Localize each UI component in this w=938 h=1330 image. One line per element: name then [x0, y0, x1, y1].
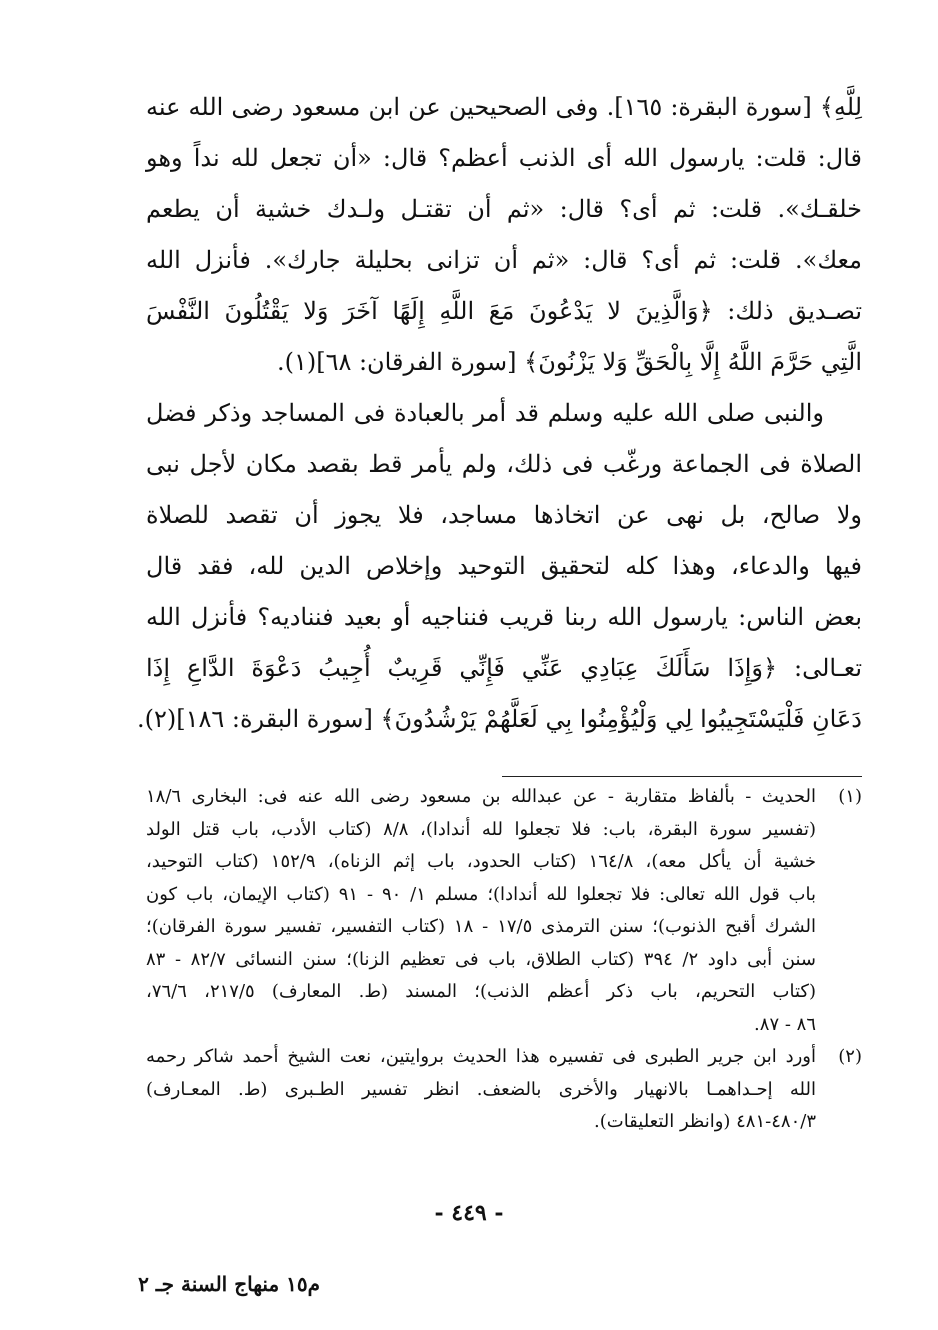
footnote-line: سنن أبى داود ٢/ ٣٩٤ (كتاب الطلاق، باب فى تعظيم الزنا)؛ سنن النسائى ٨٢/٧ - ٨٣ [146, 948, 816, 970]
body-line: قال: قلت: يارسول الله أى الذنب أعظم؟ قال: «أن تجعل لله نداً وهو [146, 144, 862, 172]
printer-signature: م١٥ منهاج السنة جـ ٢ [138, 1272, 320, 1296]
body-line: الَّتِي حَرَّمَ اللَّهُ إِلَّا بِالْحَقِّ وَلا يَزْنُونَ﴾ [سورة الفرقان: ٦٨](١). [276, 348, 862, 376]
footnote-separator [502, 776, 862, 777]
body-line: معك». قلت: ثم أى؟ قال: «ثم أن تزانى بحليلة جارك». فأنزل الله [146, 246, 862, 274]
body-line: الصلاة فى الجماعة ورغّب فى ذلك، ولم يأمر قط بقصد مكان لأجل نبى [146, 450, 862, 478]
body-line: تصـديق ذلك: ﴿وَالَّذِينَ لا يَدْعُونَ مَعَ اللَّهِ إِلَهًا آخَرَ وَلا يَقْتُلُونَ النَّفْسَ [146, 297, 862, 325]
footnote-line: ٤٨٠/٣-٤٨١ (وانظر التعليقات). [594, 1111, 816, 1132]
footnotes-section [146, 781, 862, 1139]
body-line: لِلَّهِ﴾ [سورة البقرة: ١٦٥]. وفى الصحيحين عن ابن مسعود رضى الله عنه [146, 93, 863, 121]
body-line: فيها والدعاء، وهذا كله لتحقيق التوحيد وإخلاص الدين لله، فقد قال [146, 552, 862, 580]
footnote-line: (كتاب التحريم، باب ذكر أعظم الذنب)؛ المسند (ط. المعارف) ٢١٧/٥، ٧٦/٦، [146, 981, 816, 1002]
page-number: - ٤٤٩ - [434, 1200, 504, 1226]
main-body-text [136, 82, 863, 745]
body-line: ولا صالح، بل نهى عن اتخاذها مساجد، فلا يجوز أن تقصد للصلاة [146, 501, 862, 529]
footnote-line: الشرك أقبح الذنوب)؛ سنن الترمذى ١٧/٥ - ١٨ (كتاب التفسير، تفسير سورة الفرقان)؛ [146, 916, 816, 937]
footnote-2-first-line [146, 1041, 862, 1074]
footnote-1-number: (١) [838, 786, 862, 807]
footnote-line: ٨٦ - ٨٧. [754, 1013, 816, 1035]
paragraph-start-line: والنبى صلى الله عليه وسلم قد أمر بالعبادة فى المساجد وذكر فضل [146, 399, 824, 427]
footnote-line: الله إحـداهمـا بالانهيار والأخرى بالضعف. انظر تفسير الطـبرى (ط. المعـارف) [146, 1078, 816, 1100]
footnote-line: (تفسير سورة البقرة، باب: فلا تجعلوا لله أندادا)، ٨/٨ (كتاب الأدب، باب قتل الولد [146, 818, 816, 840]
body-line: دَعَانِ فَلْيَسْتَجِيبُوا لِي وَلْيُؤْمِنُوا بِي لَعَلَّهُمْ يَرْشُدُونَ﴾ [سورة البقرة: ١٨٦](٢). [136, 705, 862, 733]
footnote-2-text: أورد ابن جرير الطبرى فى تفسيره هذا الحديث بروايتين، نعت الشيخ أحمد شاكر رحمه [146, 1046, 816, 1067]
body-line: خلقـك». قلت: ثم أى؟ قال: «ثم أن تقتـل ولـدك خشية أن يطعم [146, 195, 862, 223]
body-line: بعض الناس: يارسول الله ربنا قريب فنناجيه أو بعيد فنناديه؟ فأنزل الله [146, 603, 862, 631]
footnote-2-number: (٢) [838, 1046, 862, 1067]
footnote-line: خشية أن يأكل معه)، ١٦٤/٨ (كتاب الحدود، باب إثم الزناه)، ١٥٢/٩ (كتاب التوحيد، [146, 851, 816, 872]
footnote-1-text: الحديث - بألفاظ متقاربة - عن عبدالله بن مسعود رضى الله عنه فى: البخارى ١٨/٦ [146, 786, 816, 807]
body-line: تعـالى: ﴿وَإِذَا سَأَلَكَ عِبَادِي عَنِّي فَإِنِّي قَرِيبٌ أُجِيبُ دَعْوَةَ الدَّاعِ إِذَا [146, 654, 862, 682]
footnote-line: باب قول الله تعالى: فلا تجعلوا لله أندادا)؛ مسلم ١/ ٩٠ - ٩١ (كتاب الإيمان، باب كون [146, 883, 816, 905]
footnote-1-first-line [146, 781, 862, 814]
